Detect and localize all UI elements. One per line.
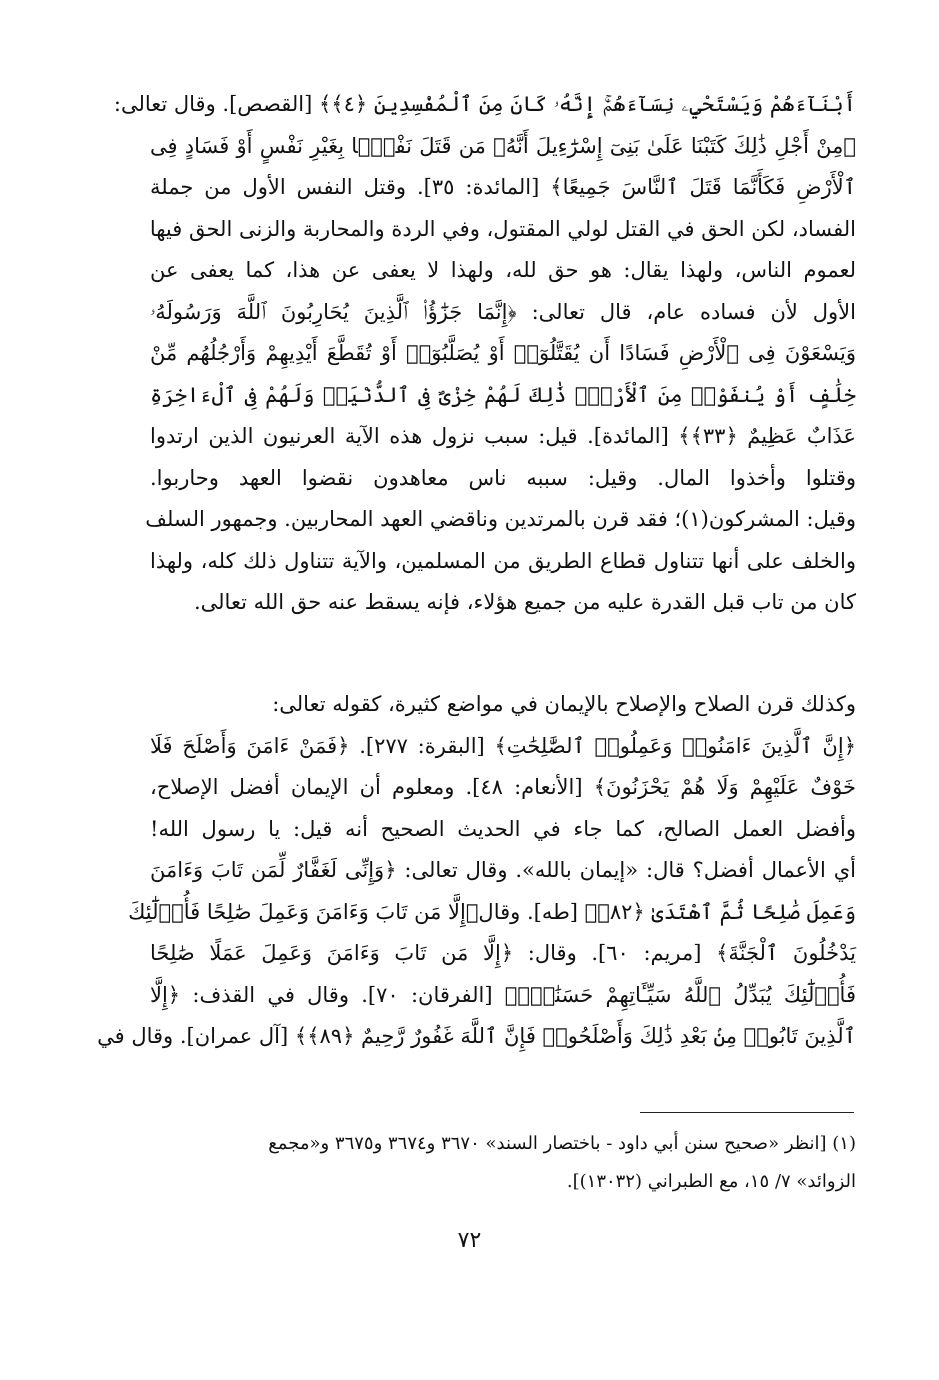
paragraph-2 bbox=[97, 684, 857, 1058]
text-line: كان من تاب قبل القدرة عليه من جميع هؤلاء، فإنه يسقط عنه حق الله تعالى. bbox=[193, 590, 856, 614]
text-line: خَوْفٌ عَلَيْهِمْ وَلَا هُمْ يَحْزَنُونَ﴾ [الأنعام: ٤٨]. ومعلوم أن الإيمان أفضل الإصلاح، bbox=[150, 775, 857, 799]
text-line: الفساد، لكن الحق في القتل لولي المقتول، وفي الردة والمحاربة والزنى الحق فيها bbox=[149, 216, 856, 241]
text-line: وقتلوا وأخذوا المال. وقيل: سببه ناس معاهدون نقضوا العهد وحاربوا. bbox=[150, 465, 856, 490]
text-line: وكذلك قرن الصلاح والإصلاح بالإيمان في مواضع كثيرة، كقوله تعالى: bbox=[272, 692, 856, 716]
footnote-line: الزوائد» ٧/ ١٥، مع الطبراني (١٣٠٣٢)]. bbox=[566, 1171, 856, 1192]
text-line: ٱلْأَرْضِ فَكَأَنَّمَا قَتَلَ ٱلنَّاسَ جَمِيعًا﴾ [المائدة: ٣٥]. وقتل النفس الأول من جملة bbox=[150, 175, 856, 199]
page-number: ٧٢ bbox=[457, 1228, 482, 1253]
text-line: وأفضل العمل الصالح، كما جاء في الحديث الصحيح أنه قيل: يا رسول الله! bbox=[150, 816, 856, 841]
footnotes bbox=[150, 1125, 856, 1201]
text-line: وَيَسْعَوْنَ فِى ٱلْأَرْضِ فَسَادًا أَن يُقَتَّلُوٓا۟ أَوْ يُصَلَّبُوٓا۟ أَوْ تُقَطَّعَ أَيْدِيهِمْ وَأَرْجُلُهُم مِّنْ bbox=[150, 341, 856, 365]
paragraph-1 bbox=[113, 84, 857, 624]
text-line: أَبْنَآءَهُمْ وَيَسْتَحْيِۦ نِسَآءَهُمْۚ إِنَّهُۥ كَانَ مِنَ ٱلْمُفْسِدِينَ ﴿٤﴾﴾ [القصص]. وقال تعالى: bbox=[113, 92, 856, 116]
text-line: ﴿إِنَّ ٱلَّذِينَ ءَامَنُوا۟ وَعَمِلُوا۟ ٱلصَّٰلِحَٰتِ﴾ [البقرة: ٢٧٧]. ﴿فَمَنْ ءَامَنَ وَأَصْلَحَ فَلَا bbox=[150, 733, 856, 758]
text-line: وَعَمِلَ صَٰلِحًا ثُمَّ ٱهْتَدَىٰ ﴿٨٢﴾﴾ [طه]. وقال﴿إِلَّا مَن تَابَ وَءَامَنَ وَعَمِلَ صَٰلِحًا فَأُو۟لَٰٓئِكَ bbox=[128, 899, 856, 924]
text-line: عَذَابٌ عَظِيمٌ ﴿٣٣﴾﴾ [المائدة]. قيل: سبب نزول هذه الآية العرنيون الذين ارتدوا bbox=[150, 424, 857, 448]
text-line: يَدْخُلُونَ ٱلْجَنَّةَ﴾ [مريم: ٦٠]. وقال: ﴿إِلَّا مَن تَابَ وَءَامَنَ وَعَمِلَ عَمَلًا صَٰلِحًا bbox=[150, 941, 856, 965]
text-line: ٱلَّذِينَ تَابُوا۟ مِنۢ بَعْدِ ذَٰلِكَ وَأَصْلَحُوا۟ فَإِنَّ ٱللَّهَ غَفُورٌ رَّحِيمٌ ﴿٨٩﴾﴾ [آل عمران]. وقال في bbox=[97, 1024, 856, 1048]
text-line: وقيل: المشركون(١)؛ فقد قرن بالمرتدين وناقضي العهد المحاربين. وجمهور السلف bbox=[145, 507, 856, 531]
text-line: خِلَٰفٍ أَوْ يُنفَوْا۟ مِنَ ٱلْأَرْضِۚ ذَٰلِكَ لَهُمْ خِزْىٌ فِى ٱلدُّنْيَاۖ وَلَهُمْ فِى ٱلْءَاخِرَةِ bbox=[150, 382, 856, 407]
text-line: لعموم الناس، ولهذا يقال: هو حق لله، ولهذا لا يعفى عن هذا، كما يعفى عن bbox=[150, 258, 856, 282]
text-line: فَأُو۟لَٰٓئِكَ يُبَدِّلُ ٱللَّهُ سَيِّـَٔاتِهِمْ حَسَنَٰتٍۗ﴾ [الفرقان: ٧٠]. وقال في القذف: ﴿إِلَّا bbox=[150, 982, 856, 1007]
footnote-divider bbox=[640, 1112, 854, 1113]
text-line: ﴿مِنْ أَجْلِ ذَٰلِكَ كَتَبْنَا عَلَىٰ بَنِىٓ إِسْرَٰٓءِيلَ أَنَّهُۥ مَن قَتَلَ نَفْسًۢا بِغَيْرِ نَفْسٍ أَوْ فَسَادٍ فِى bbox=[150, 133, 856, 158]
text-line: الأول لأن فساده عام، قال تعالى: ﴿إِنَّمَا جَزَٰٓؤُا۟ ٱلَّذِينَ يُحَارِبُونَ ٱللَّهَ وَرَسُولَهُۥ bbox=[150, 299, 856, 324]
footnote-line: (١) [انظر «صحيح سنن أبي داود - باختصار السند» ٣٦٧٠ و٣٦٧٤ و٣٦٧٥ و«مجمع bbox=[268, 1133, 856, 1154]
text-line: والخلف على أنها تتناول قطاع الطريق من المسلمين، والآية تتناول ذلك كله، ولهذا bbox=[150, 548, 856, 573]
text-line: أي الأعمال أفضل؟ قال: «إيمان بالله». وقال تعالى: ﴿وَإِنِّى لَغَفَّارٌ لِّمَن تَابَ وَءَامَنَ bbox=[150, 858, 856, 882]
